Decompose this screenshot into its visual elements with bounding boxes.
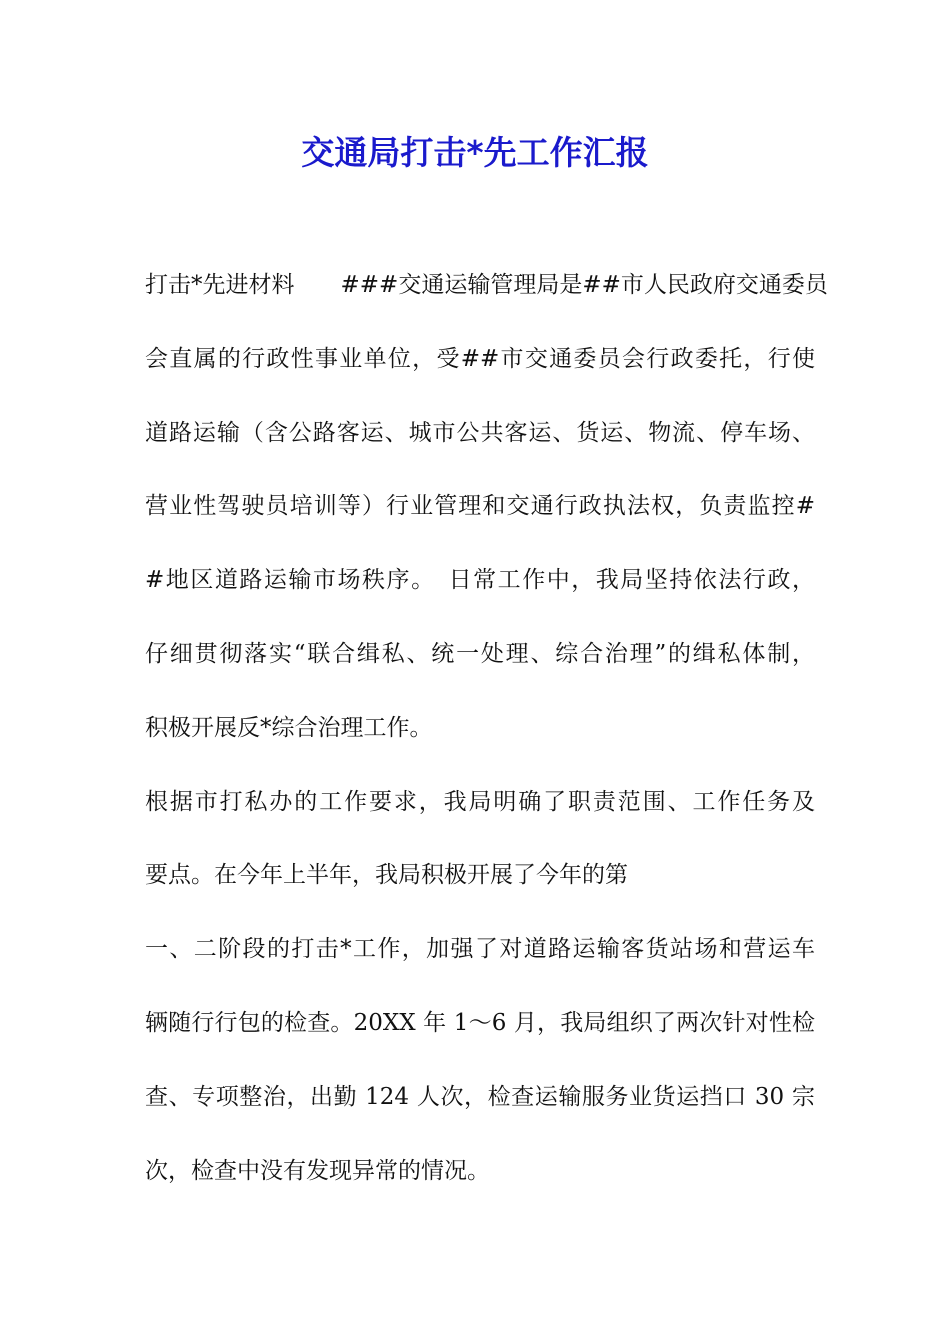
body-line: 营业性驾驶员培训等）行业管理和交通行政执法权，负责监控# [145, 493, 815, 520]
body-line: 道路运输（含公路客运、城市公共客运、货运、物流、停车场、 [145, 419, 815, 446]
body-line: 辆随行行包的检查。20XX 年 1～6 月，我局组织了两次针对性检 [145, 1009, 815, 1036]
body-line: 根据市打私办的工作要求，我局明确了职责范围、工作任务及 [145, 788, 815, 815]
body-line: #地区道路运输市场秩序。 日常工作中，我局坚持依法行政， [145, 567, 815, 594]
body-line: 一、二阶段的打击*工作，加强了对道路运输客货站场和营运车 [145, 936, 815, 963]
body-line: 打击*先进材料 ###交通运输管理局是##市人民政府交通委员 [145, 272, 828, 298]
document-body [145, 262, 828, 1221]
body-line: 要点。在今年上半年，我局积极开展了今年的第 [145, 862, 628, 889]
body-line: 会直属的行政性事业单位，受##市交通委员会行政委托，行使 [145, 345, 815, 372]
document-title: 交通局打击*先工作汇报 [301, 133, 649, 172]
body-line: 积极开展反*综合治理工作。 [145, 714, 433, 741]
body-line: 次，检查中没有发现异常的情况。 [145, 1157, 490, 1184]
body-line: 查、专项整治，出勤 124 人次，检查运输服务业货运挡口 30 宗 [145, 1083, 815, 1110]
body-line: 仔细贯彻落实“联合缉私、统一处理、综合治理”的缉私体制， [145, 640, 815, 667]
